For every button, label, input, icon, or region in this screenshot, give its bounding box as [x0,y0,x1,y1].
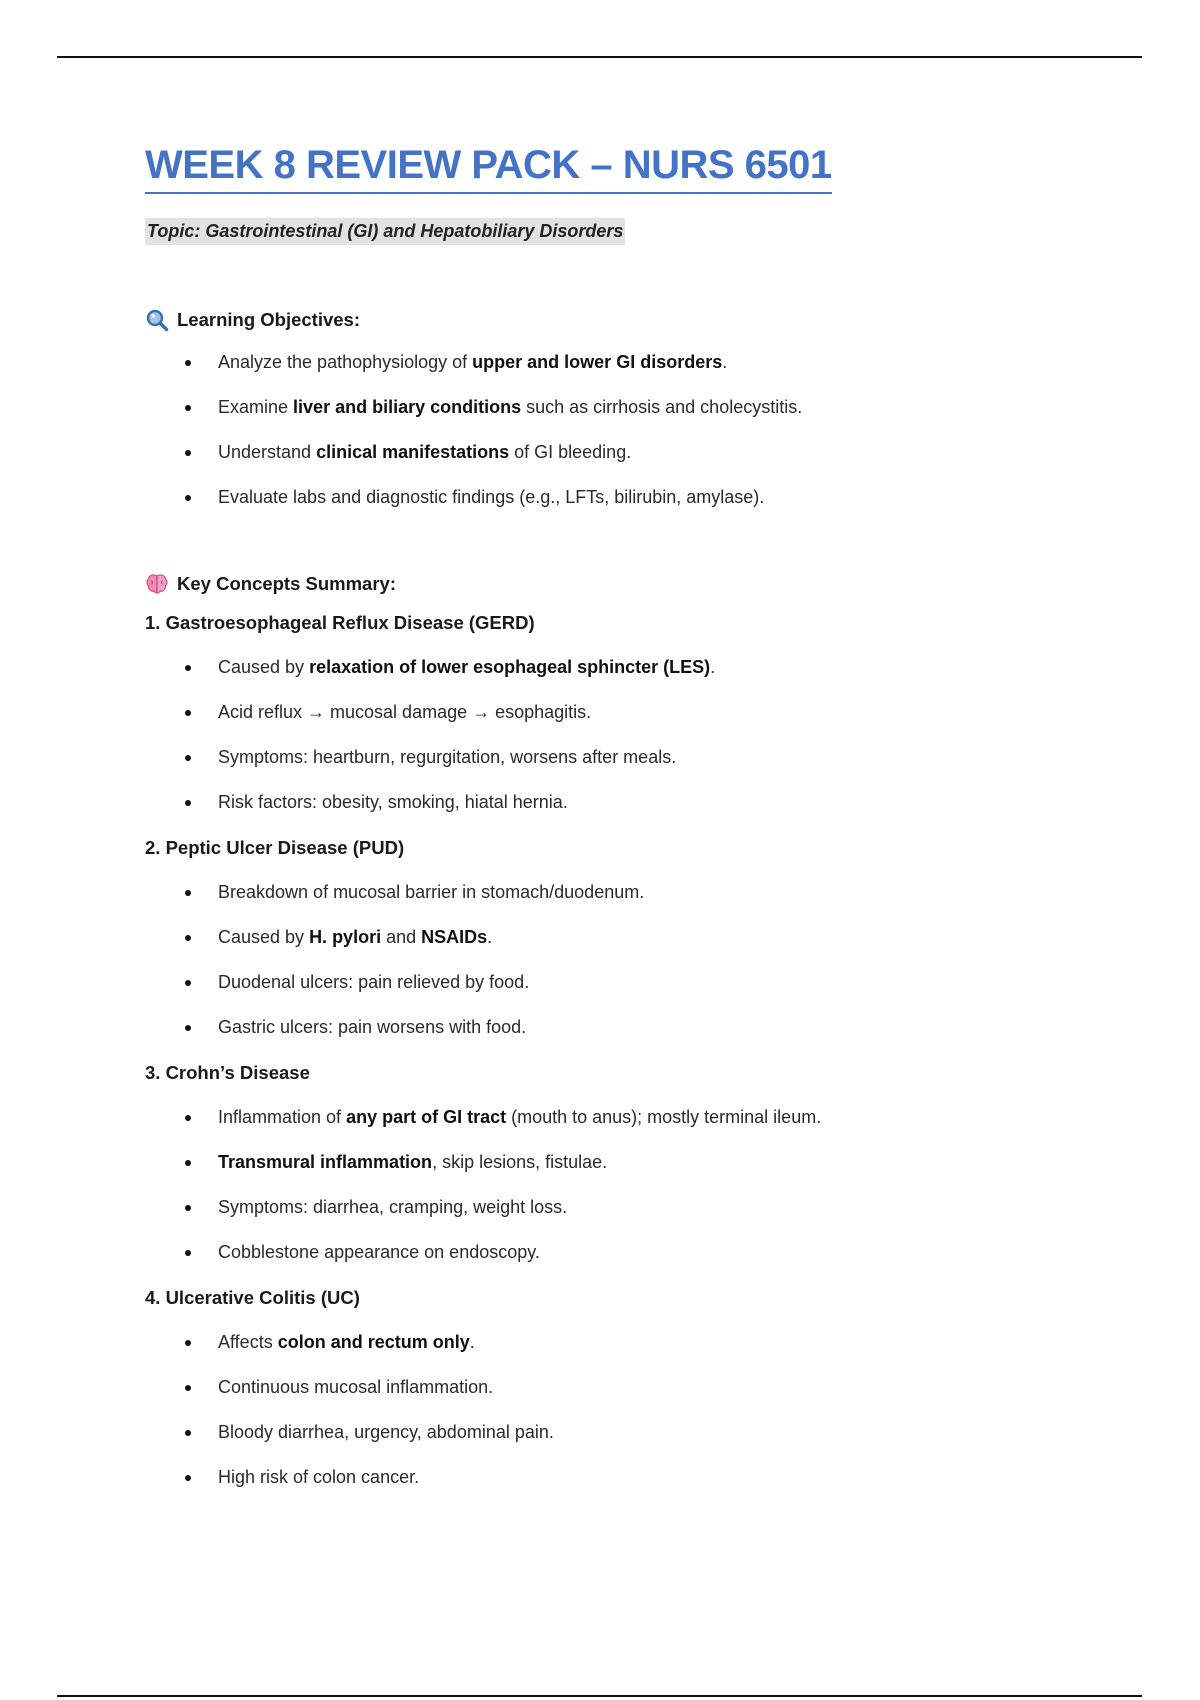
key-concepts-label: Key Concepts Summary: [177,573,396,594]
list-item [145,1095,1145,1140]
page-title: WEEK 8 REVIEW PACK – NURS 6501 [145,140,832,194]
list-item [145,1320,1145,1365]
text: . [487,927,493,947]
list-item [145,960,1145,1005]
key-concepts-heading [145,572,1145,596]
section-title: 4. Ulcerative Colitis (UC) [145,1287,360,1308]
text: . [722,352,728,372]
section-bullet-list [145,1095,1145,1275]
bold-text: H. pylori [309,927,382,947]
list-item [145,340,1145,385]
bottom-rule [57,1695,1142,1697]
text: Acid reflux → mucosal damage → esophagitis. [218,702,592,722]
list-item [145,1455,1145,1500]
text: Inflammation of [218,1107,347,1127]
list-item [145,1410,1145,1455]
text: Risk factors: obesity, smoking, hiatal hernia. [218,792,568,812]
text: and [381,927,422,947]
text: Caused by [218,927,310,947]
list-item [145,870,1145,915]
text: of GI bleeding. [509,442,632,462]
text: (mouth to anus); mostly terminal ileum. [506,1107,822,1127]
text: Gastric ulcers: pain worsens with food. [218,1017,527,1037]
section-title: 1. Gastroesophageal Reflux Disease (GERD) [145,612,535,633]
list-item [145,645,1145,690]
text: Cobblestone appearance on endoscopy. [218,1242,540,1262]
learning-objectives-heading [145,308,1145,332]
top-rule [57,56,1142,58]
text: such as cirrhosis and cholecystitis. [521,397,803,417]
bold-text: liver and biliary conditions [293,397,522,417]
text: . [469,1332,475,1352]
text: Examine [218,397,294,417]
section-bullet-list [145,1320,1145,1500]
list-item [145,780,1145,825]
learning-objectives-list [145,340,1145,520]
list-item [145,430,1145,475]
text: Analyze the pathophysiology of [218,352,473,372]
list-item [145,735,1145,780]
text: Duodenal ulcers: pain relieved by food. [218,972,530,992]
text: Evaluate labs and diagnostic findings (e.g., LFTs, bilirubin, amylase). [218,487,765,507]
list-item [145,690,1145,735]
bold-text: any part of GI tract [346,1107,507,1127]
bold-text: Transmural inflammation [218,1152,433,1172]
text: , skip lesions, fistulae. [432,1152,608,1172]
text: Symptoms: heartburn, regurgitation, worsens after meals. [218,747,677,767]
document-body [145,140,1145,1500]
section-bullet-list [145,870,1145,1050]
list-item [145,915,1145,960]
list-item [145,1230,1145,1275]
bold-text: clinical manifestations [316,442,510,462]
text: Bloody diarrhea, urgency, abdominal pain. [218,1422,554,1442]
section-title: 2. Peptic Ulcer Disease (PUD) [145,837,405,858]
bold-text: colon and rectum only [277,1332,470,1352]
list-item [145,475,1145,520]
text: High risk of colon cancer. [218,1467,420,1487]
bold-text: NSAIDs [421,927,488,947]
bold-text: upper and lower GI disorders [472,352,723,372]
section-bullet-list [145,645,1145,825]
list-item [145,1005,1145,1050]
topic-subtitle: Topic: Gastrointestinal (GI) and Hepatobiliary Disorders [145,218,625,245]
magnifying-glass-icon [145,308,169,332]
text: Understand [218,442,317,462]
bold-text: relaxation of lower esophageal sphincter (LES) [309,657,711,677]
text: Breakdown of mucosal barrier in stomach/duodenum. [218,882,645,902]
text: Symptoms: diarrhea, cramping, weight loss. [218,1197,568,1217]
learning-objectives-label: Learning Objectives: [177,309,360,330]
text: Continuous mucosal inflammation. [218,1377,494,1397]
text: . [710,657,716,677]
text: Affects [218,1332,278,1352]
section-title: 3. Crohn’s Disease [145,1062,310,1083]
list-item [145,1185,1145,1230]
list-item [145,1365,1145,1410]
list-item [145,1140,1145,1185]
text: Caused by [218,657,310,677]
brain-icon [145,572,169,596]
key-concepts-sections [145,600,1145,1500]
list-item [145,385,1145,430]
